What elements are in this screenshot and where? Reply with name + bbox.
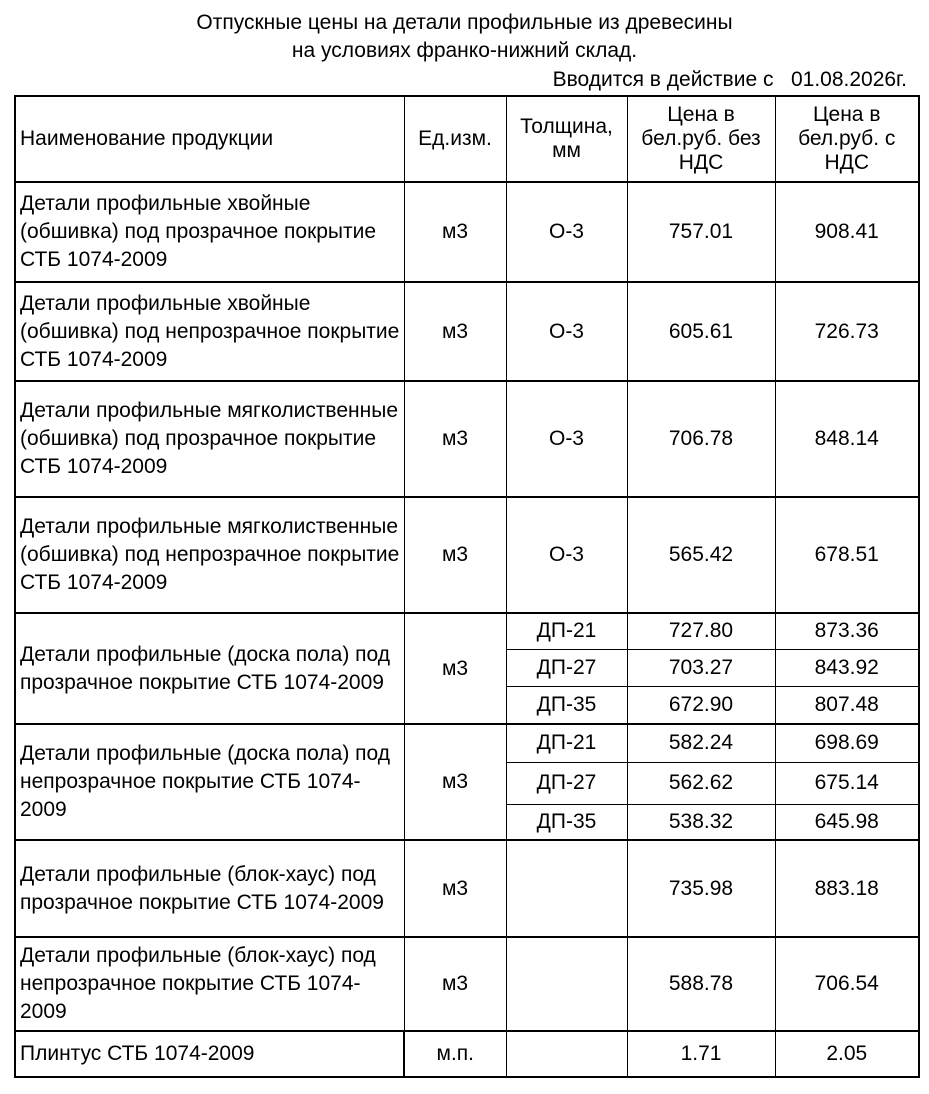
price-vat-cell: 843.92: [775, 649, 919, 686]
price-no-vat-cell: 588.78: [627, 937, 775, 1031]
unit-cell: м3: [404, 724, 506, 840]
price-vat-cell: 873.36: [775, 613, 919, 649]
unit-cell: м3: [404, 613, 506, 724]
price-vat-cell: 908.41: [775, 182, 919, 282]
product-name: Детали профильные (блок-хаус) под непрозрачное покрытие СТБ 1074-2009: [15, 937, 404, 1031]
thickness-cell: О-3: [506, 381, 627, 497]
table-row: [15, 282, 919, 381]
price-vat-cell: 698.69: [775, 724, 919, 762]
table-row: [15, 613, 919, 649]
price-no-vat-cell: 703.27: [627, 649, 775, 686]
table-row: [15, 497, 919, 613]
price-vat-cell: 706.54: [775, 937, 919, 1031]
unit-cell: м3: [404, 840, 506, 937]
thickness-cell: ДП-35: [506, 686, 627, 724]
thickness-cell: [506, 840, 627, 937]
document-title-line1: Отпускные цены на детали профильные из древесины: [196, 11, 733, 34]
price-vat-cell: 645.98: [775, 804, 919, 840]
price-no-vat-cell: 1.71: [627, 1031, 775, 1077]
price-no-vat-cell: 706.78: [627, 381, 775, 497]
price-no-vat-cell: 565.42: [627, 497, 775, 613]
table-row: [15, 381, 919, 497]
product-name: Детали профильные хвойные (обшивка) под непрозрачное покрытие СТБ 1074-2009: [15, 282, 404, 381]
header-thickness: Толщина, мм: [506, 96, 627, 182]
effective-date: Вводится в действие с 01.08.2026г.: [552, 68, 907, 91]
thickness-cell: О-3: [506, 182, 627, 282]
thickness-cell: ДП-27: [506, 649, 627, 686]
unit-cell: м.п.: [404, 1031, 506, 1077]
price-no-vat-cell: 562.62: [627, 762, 775, 804]
price-vat-cell: 675.14: [775, 762, 919, 804]
unit-cell: м3: [404, 497, 506, 613]
table-row: [15, 840, 919, 937]
price-vat-cell: 848.14: [775, 381, 919, 497]
price-vat-cell: 2.05: [775, 1031, 919, 1077]
thickness-cell: [506, 937, 627, 1031]
price-vat-cell: 883.18: [775, 840, 919, 937]
document-title-line2: на условиях франко-нижний склад.: [291, 39, 638, 62]
price-no-vat-cell: 605.61: [627, 282, 775, 381]
unit-cell: м3: [404, 937, 506, 1031]
thickness-cell: ДП-21: [506, 724, 627, 762]
thickness-cell: ДП-27: [506, 762, 627, 804]
price-no-vat-cell: 582.24: [627, 724, 775, 762]
header-price-no-vat: Цена в бел.руб. без НДС: [627, 96, 775, 182]
product-name: Детали профильные (блок-хаус) под прозрачное покрытие СТБ 1074-2009: [15, 840, 404, 937]
header-name: Наименование продукции: [15, 96, 404, 182]
header-unit: Ед.изм.: [404, 96, 506, 182]
thickness-cell: ДП-35: [506, 804, 627, 840]
table-row: [15, 182, 919, 282]
product-name: Детали профильные хвойные (обшивка) под прозрачное покрытие СТБ 1074-2009: [15, 182, 404, 282]
product-name: Детали профильные (доска пола) под непрозрачное покрытие СТБ 1074-2009: [15, 724, 404, 840]
price-no-vat-cell: 727.80: [627, 613, 775, 649]
product-name: Детали профильные мягколиственные (обшивка) под прозрачное покрытие СТБ 1074-2009: [15, 381, 404, 497]
price-no-vat-cell: 672.90: [627, 686, 775, 724]
thickness-cell: О-3: [506, 282, 627, 381]
price-no-vat-cell: 757.01: [627, 182, 775, 282]
thickness-cell: ДП-21: [506, 613, 627, 649]
product-name: Детали профильные мягколиственные (обшивка) под непрозрачное покрытие СТБ 1074-2009: [15, 497, 404, 613]
price-no-vat-cell: 735.98: [627, 840, 775, 937]
price-vat-cell: 678.51: [775, 497, 919, 613]
table-header-row: [15, 96, 919, 182]
thickness-cell: [506, 1031, 627, 1077]
product-name: Плинтус СТБ 1074-2009: [15, 1031, 404, 1077]
unit-cell: м3: [404, 182, 506, 282]
product-name: Детали профильные (доска пола) под прозрачное покрытие СТБ 1074-2009: [15, 613, 404, 724]
price-table: [14, 95, 920, 1078]
price-vat-cell: 807.48: [775, 686, 919, 724]
table-row: [15, 1031, 919, 1077]
table-row: [15, 724, 919, 762]
header-price-vat: Цена в бел.руб. с НДС: [775, 96, 919, 182]
price-no-vat-cell: 538.32: [627, 804, 775, 840]
table-row: [15, 937, 919, 1031]
unit-cell: м3: [404, 282, 506, 381]
unit-cell: м3: [404, 381, 506, 497]
price-vat-cell: 726.73: [775, 282, 919, 381]
thickness-cell: О-3: [506, 497, 627, 613]
